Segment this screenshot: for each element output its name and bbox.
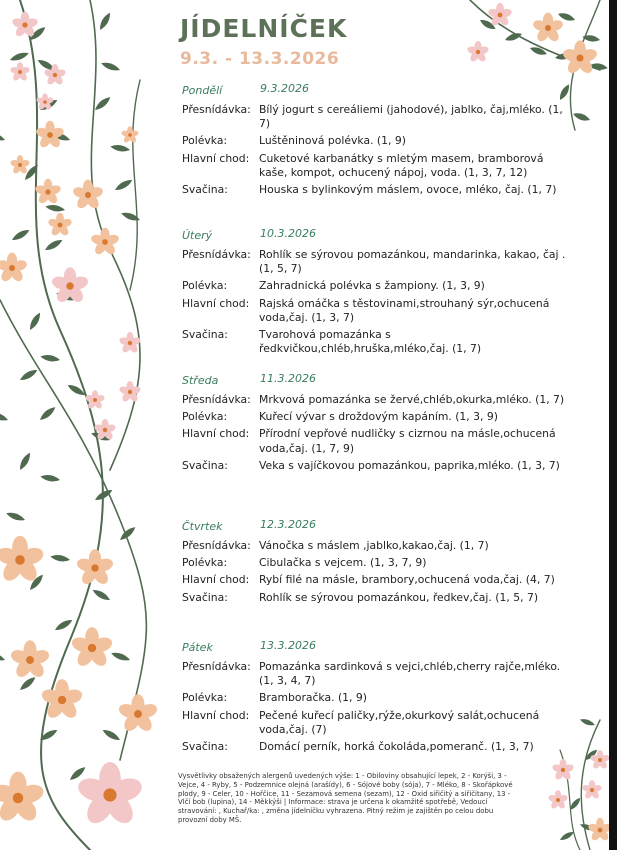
meal-row [182, 691, 582, 705]
meal-label: Svačina: [182, 328, 228, 342]
day-heading [182, 84, 582, 100]
meal-text: Cuketové karbanátky s mletým masem, bramborová kaše, kompot, ochucený nápoj, voda. (1, 3, 7, 12) [259, 151, 544, 179]
meal-text: Tvarohová pomazánka s ředkvičkou,chléb,hruška,mléko,čaj. (1, 7) [259, 328, 482, 356]
meal-label: Přesnídávka: [182, 393, 251, 406]
day-section [182, 84, 582, 197]
day-heading [182, 520, 582, 536]
meal-label: Hlavní chod: [182, 708, 250, 722]
day-section [182, 374, 582, 473]
meal-row [182, 279, 582, 293]
meal-text: Pomazánka sardinková s vejci,chléb,cherry rajče,mléko. (1, 3, 4, 7) [259, 660, 561, 688]
meal-row [182, 573, 582, 587]
day-section [182, 520, 582, 605]
day-name: Pátek [182, 641, 213, 654]
meal-text: Rajská omáčka s těstovinami,strouhaný sýr,ochucená voda,čaj. (1, 3, 7) [259, 296, 550, 324]
meal-text: Kuřecí vývar s droždovým kapáním. (1, 3, 9) [259, 410, 498, 424]
day-date: 11.3.2026 [260, 372, 316, 385]
meal-row [182, 660, 582, 688]
day-name: Čtvrtek [182, 520, 223, 533]
meal-text: Domácí perník, horká čokoláda,pomeranč. (1, 3, 7) [259, 740, 534, 754]
day-date: 9.3.2026 [260, 82, 309, 95]
day-section [182, 641, 582, 754]
meal-row [182, 152, 582, 180]
meal-text: Cibulačka s vejcem. (1, 3, 7, 9) [259, 556, 427, 570]
meal-row [182, 427, 582, 455]
meal-label: Svačina: [182, 183, 228, 197]
meal-row [182, 297, 582, 325]
meal-label: Hlavní chod: [182, 427, 250, 441]
meal-label: Polévka: [182, 279, 228, 293]
meal-row [182, 183, 582, 197]
meal-row [182, 459, 582, 473]
edge-bar [609, 0, 617, 850]
meal-label: Polévka: [182, 691, 228, 705]
meal-label: Svačina: [182, 590, 228, 604]
meal-label: Přesnídávka: [182, 248, 251, 261]
meal-label: Přesnídávka: [182, 539, 251, 552]
meal-label: Polévka: [182, 556, 228, 570]
meal-label: Přesnídávka: [182, 103, 251, 116]
meal-label: Svačina: [182, 458, 228, 472]
day-name: Středa [182, 374, 219, 387]
day-date: 13.3.2026 [260, 639, 316, 652]
meal-label: Hlavní chod: [182, 296, 250, 310]
meal-text: Vánočka s máslem ,jablko,kakao,čaj. (1, 7) [259, 539, 489, 552]
day-date: 12.3.2026 [260, 518, 316, 531]
meal-text: Přírodní vepřové nudličky s cizrnou na másle,ochucená voda,čaj. (1, 7, 9) [259, 427, 556, 455]
meal-label: Polévka: [182, 134, 228, 148]
meal-row [182, 134, 582, 148]
allergen-footnote: Vysvětlivky obsažených alergenů uvedených výše: 1 - Obiloviny obsahující lepek, 2 - Korýši, 3 - Vejce, 4 - Ryby, 5 - Podzemnice olejná (arašídy), 6 - Sójové boby (sója), 7 - Mléko, 8 - Skořápkové plody, 9 - Celer, 10 - Hořčice, 11 - Sezamová semena (sezam), 12 - Oxid siřičitý a siřičitany, 13 - Vlčí bob (lupina), 14 - Měkkýši | Informace: strava je určena k okamžité spotřebě, Vedoucí stravování: , Kuchař/ka: , změna jídelníčku vyhrazena. Pitný režim je zajištěn po celou dobu provozní doby MŠ. [178, 772, 513, 824]
day-heading [182, 229, 582, 245]
meal-label: Svačina: [182, 740, 228, 754]
meal-text: Bramboračka. (1, 9) [259, 691, 368, 705]
meal-row [182, 556, 582, 570]
meal-row [182, 248, 582, 276]
day-name: Pondělí [182, 84, 223, 97]
date-range: 9.3. - 13.3.2026 [180, 49, 340, 69]
meal-text: Bílý jogurt s cereáliemi (jahodové), jablko, čaj,mléko. (1, 7) [259, 103, 563, 131]
day-section [182, 229, 582, 356]
meal-label: Polévka: [182, 410, 228, 424]
day-name: Úterý [182, 229, 213, 242]
day-heading [182, 641, 582, 657]
meal-text: Houska s bylinkovým máslem, ovoce, mléko, čaj. (1, 7) [259, 183, 557, 197]
meal-row [182, 410, 582, 424]
meal-text: Rohlík se sýrovou pomazánkou, mandarinka, kakao, čaj . (1, 5, 7) [259, 248, 566, 276]
day-heading [182, 374, 582, 390]
meal-label: Přesnídávka: [182, 660, 251, 673]
meal-text: Pečené kuřecí paličky,rýže,okurkový salát,ochucená voda,čaj. (7) [259, 708, 540, 736]
meal-text: Zahradnická polévka s žampiony. (1, 3, 9) [259, 279, 485, 293]
meal-row [182, 591, 582, 605]
meal-label: Hlavní chod: [182, 573, 250, 587]
meal-row [182, 740, 582, 754]
day-date: 10.3.2026 [260, 227, 316, 240]
meal-row [182, 328, 582, 356]
meal-text: Rybí filé na másle, brambory,ochucená voda,čaj. (4, 7) [259, 573, 555, 587]
meal-label: Hlavní chod: [182, 151, 250, 165]
meal-row [182, 709, 582, 737]
meal-text: Luštěninová polévka. (1, 9) [259, 134, 406, 148]
meal-text: Veka s vajíčkovou pomazánkou, paprika,mléko. (1, 3, 7) [259, 458, 560, 472]
page-title: JÍDELNÍČEK [180, 14, 348, 43]
meal-row [182, 103, 582, 131]
meal-row [182, 393, 582, 407]
meal-row [182, 539, 582, 553]
meal-text: Mrkvová pomazánka se žervé,chléb,okurka,mléko. (1, 7) [259, 393, 565, 406]
meal-text: Rohlík se sýrovou pomazánkou, ředkev,čaj. (1, 5, 7) [259, 590, 539, 604]
